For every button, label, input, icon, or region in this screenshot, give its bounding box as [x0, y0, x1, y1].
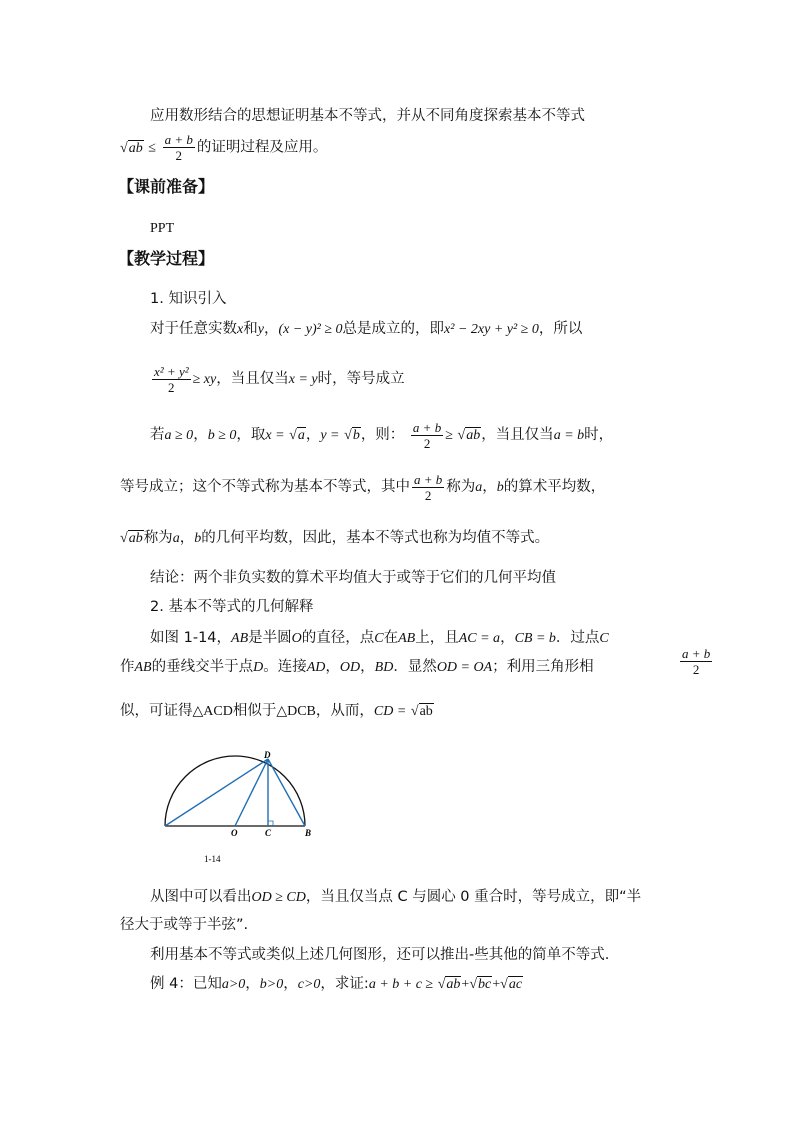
segment-AD — [165, 759, 268, 826]
semicircle-figure — [160, 750, 330, 870]
sqrt-b: √b — [344, 428, 360, 443]
heading-teaching-process: 【教学过程】 — [118, 249, 215, 268]
label-B: B — [305, 828, 312, 838]
leq-sign: ≤ — [148, 140, 156, 156]
frac-x2y2-over-2: $\frac{\text{x² + y²}}{2}$ — [154, 363, 189, 395]
heading-pre-class: 【课前准备】 — [118, 177, 215, 196]
ppt-text: PPT — [150, 221, 175, 236]
sqrt-ab: √ab — [410, 704, 433, 719]
intro-line-1 — [150, 106, 585, 126]
frac-a-plus-b-over-2: $\frac{a + b}{2}$ — [412, 419, 442, 451]
section-1-title: 1. 知识引入 — [150, 291, 227, 307]
label-D: D — [264, 750, 271, 760]
s1-line-2: $\frac{\text{x² + y²}}{2}$ ≥ xy，当且仅当x = y时，等号成立 — [154, 363, 405, 395]
after-fig-line-1: 从图中可以看出OD ≥ CD，当且仅当点 C 与圆心 0 重合时，等号成立，即“半 — [150, 889, 642, 905]
intro-line-2 — [120, 132, 327, 163]
after-fig-line-2: 径大于或等于半弦”. — [120, 917, 249, 933]
sqrt-ac: √ac — [500, 977, 523, 992]
segment-BD — [268, 759, 305, 826]
frac-a-plus-b-over-2: $\frac{a + b}{2}$ — [164, 132, 193, 163]
s2-line-1: 如图 1-14，AB是半圆O的直径，点C在AB上，且AC = a，CB = b．过点C — [150, 630, 609, 646]
after-fig-line-3: 利用基本不等式或类似上述几何图形，还可以推出-些其他的简单不等式. — [150, 947, 610, 963]
s1-line-5: √ab称为a，b的几何平均数，因此，基本不等式也称为均值不等式。 — [120, 528, 549, 549]
side-fraction — [678, 646, 714, 677]
right-angle-mark — [268, 821, 273, 826]
sqrt-ab: √ab — [120, 140, 143, 156]
sqrt-ab: √ab — [120, 531, 143, 546]
semicircle-arc — [165, 756, 305, 826]
s1-line-4: 等号成立；这个不等式称为基本不等式，其中 $\frac{a + b}{2}$ 称为a，b的算术平均数， — [120, 471, 606, 503]
label-O: O — [231, 828, 238, 838]
s2-line-3: 似，可证得△ACD相似于△DCB，从而，CD = √ab — [120, 701, 434, 722]
sqrt-ab: √ab — [457, 428, 481, 443]
sqrt-bc: √bc — [469, 977, 492, 992]
s1-line-3: 若a ≥ 0，b ≥ 0，取x = √a，y = √b，则： $\frac{a + b}{2}$ ≥ √ab，当且仅当a = b时， — [150, 418, 613, 453]
text: 应用数形结合的思想证明基本不等式，并从不同角度探索基本不等式 — [150, 108, 585, 124]
sqrt-a: √a — [289, 428, 305, 443]
frac-a-plus-b-over-2: $\frac{a + b}{2}$ — [682, 646, 711, 677]
section-2-title: 2. 基本不等式的几何解释 — [150, 599, 314, 615]
frac-a-plus-b-over-2: $\frac{a + b}{2}$ — [414, 471, 443, 503]
conclusion-text: 结论：两个非负实数的算术平均值大于或等于它们的几何平均值 — [150, 570, 556, 586]
label-C: C — [265, 828, 272, 838]
example-4-line: 例 4：已知a>0，b>0，c>0，求证:a + b + c ≥ √ab+√bc+√ac — [150, 974, 523, 995]
s1-line-1: 对于任意实数x和y，(x − y)² ≥ 0总是成立的，即x² − 2xy + y² ≥ 0，所以 — [150, 321, 583, 337]
figure-caption: 1-14 — [204, 854, 221, 864]
sqrt-ab: √ab — [437, 977, 461, 992]
s2-line-2: 作AB的垂线交半于点D。连接AD，OD，BD．显然OD = OA；利用三角形相 — [120, 659, 594, 675]
text: 的证明过程及应用。 — [196, 139, 328, 156]
